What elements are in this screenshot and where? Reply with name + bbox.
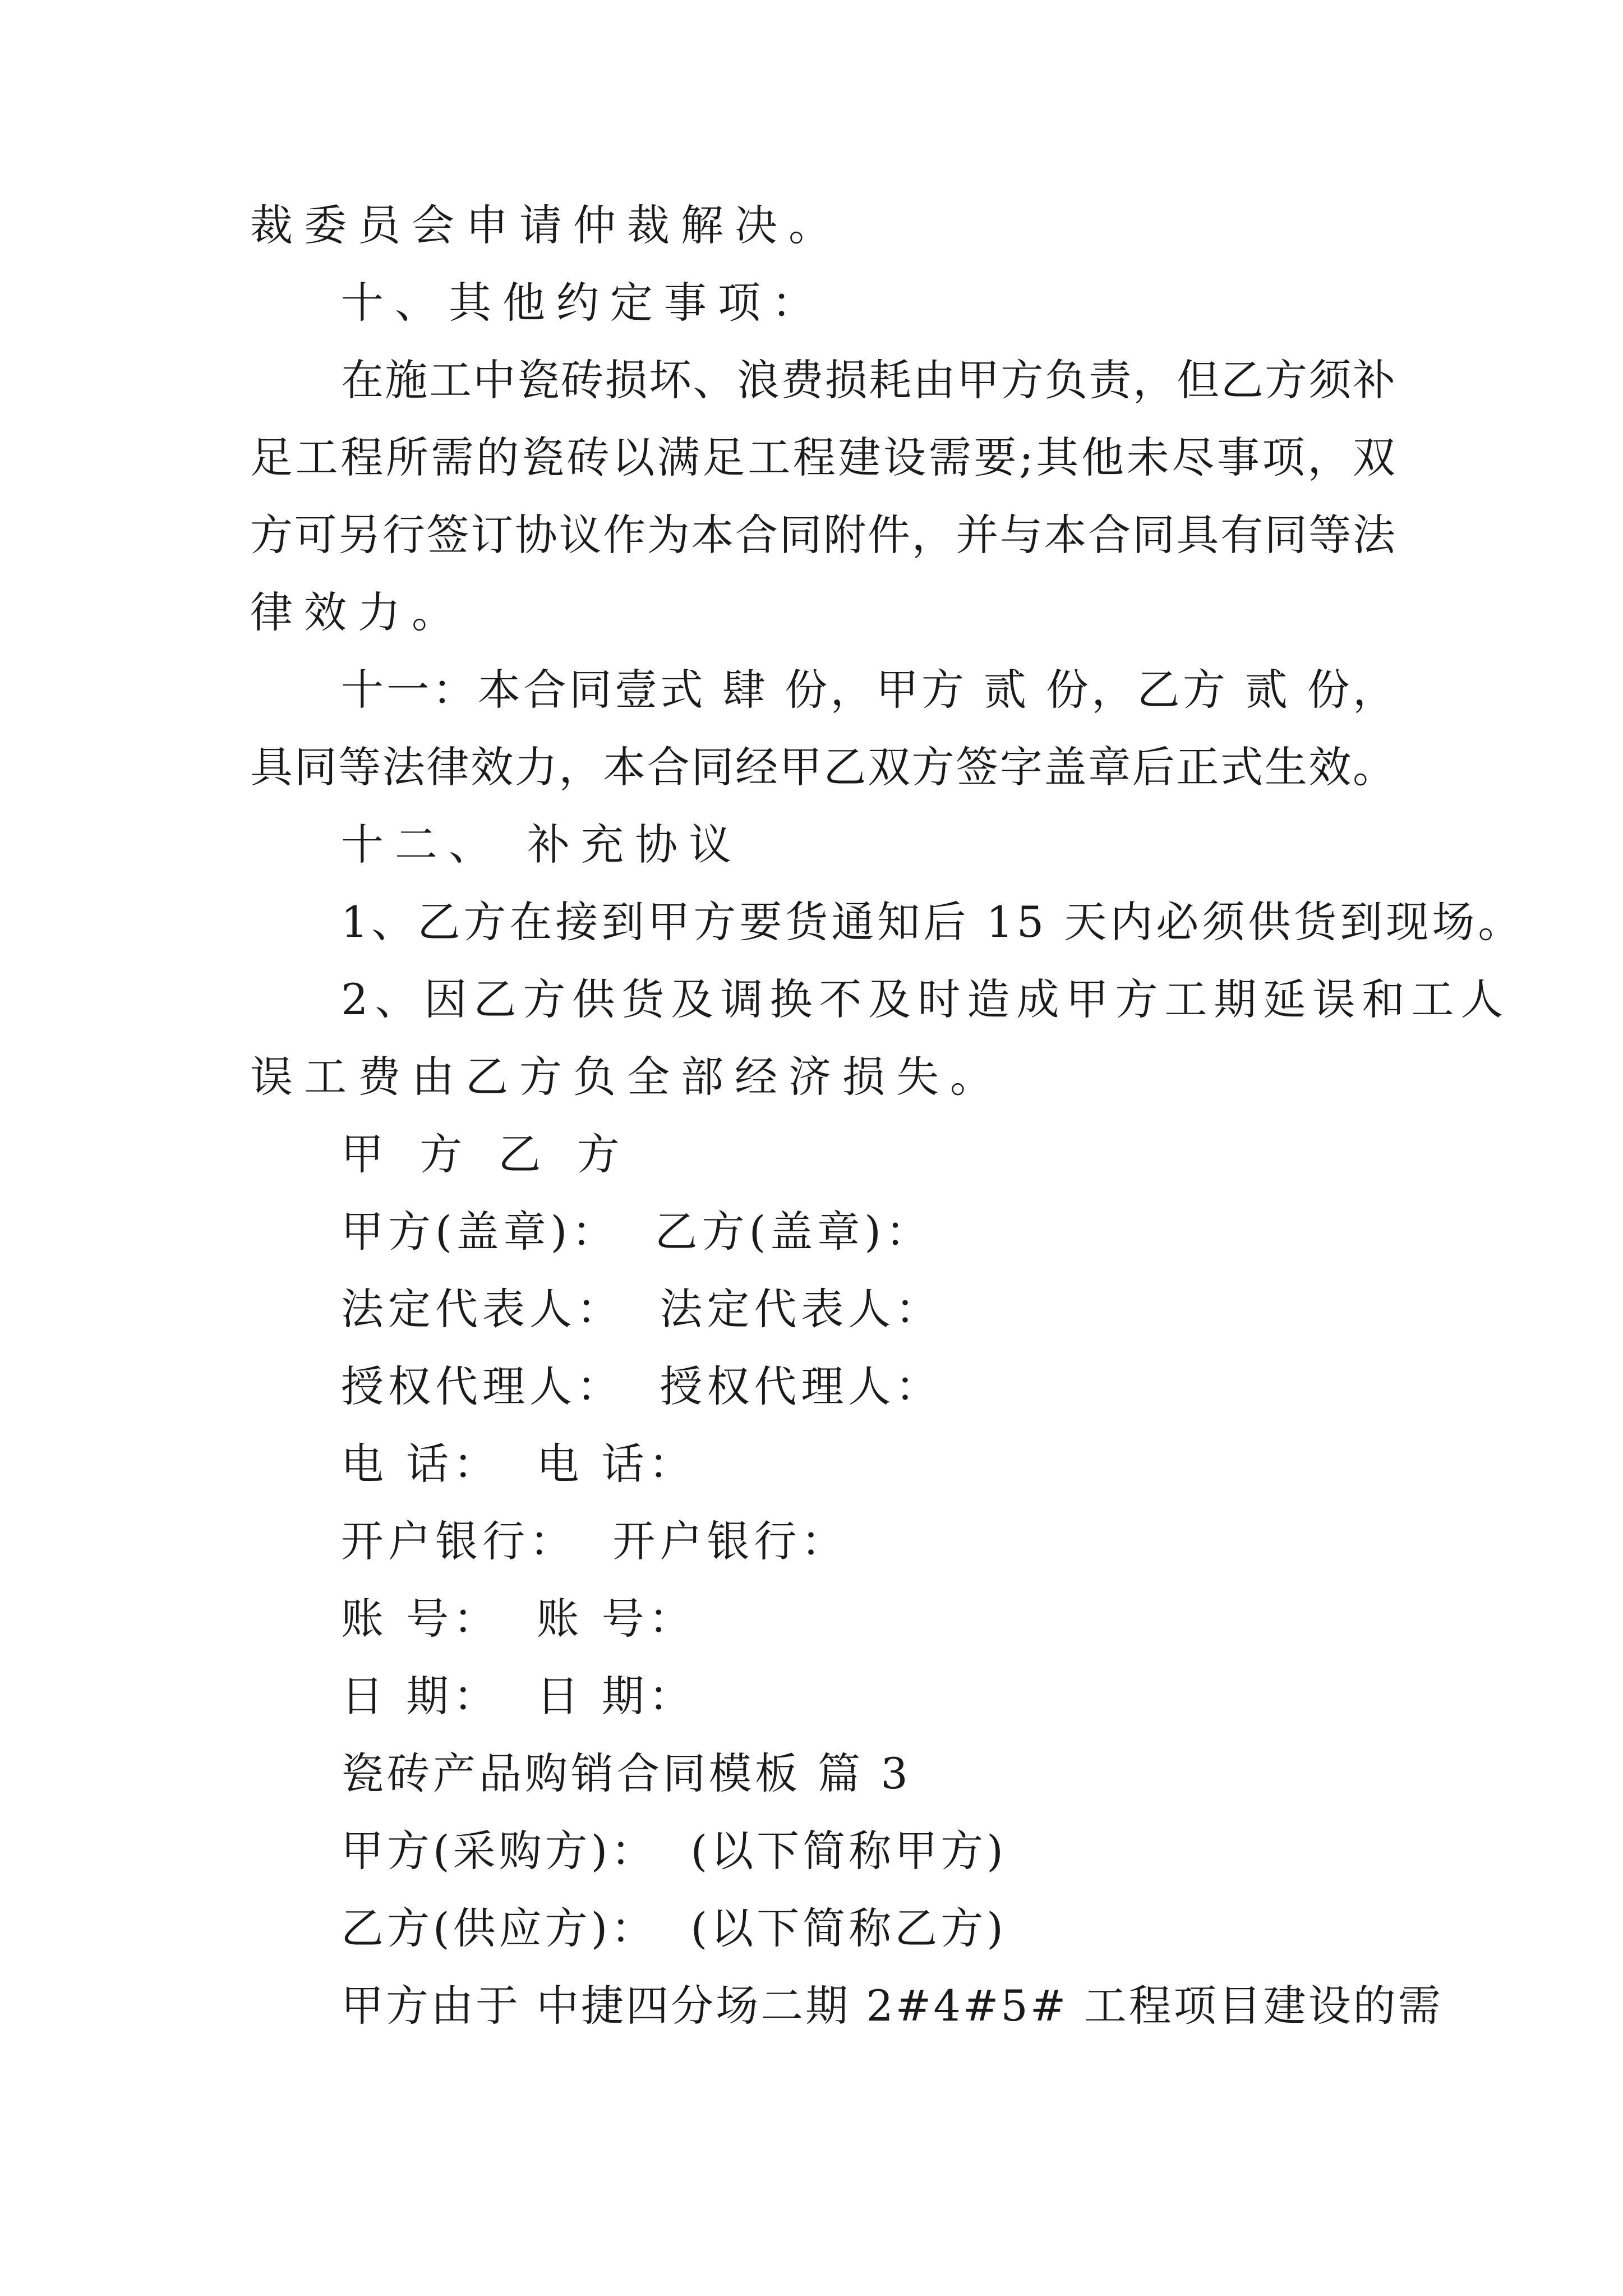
supplement-item-1: 1、乙方在接到甲方要货通知后 15 天内必须供货到现场。 <box>341 897 1524 947</box>
signature-bank-row: 开户银行： 开户银行： <box>341 1516 849 1566</box>
section-title-template-3: 瓷砖产品购销合同模板 篇 3 <box>341 1749 911 1798</box>
text-line-6: 律效力。 <box>250 587 465 637</box>
supplement-item-2: 2、因乙方供货及调换不及时造成甲方工期延误和工人 <box>341 974 1510 1024</box>
signature-seal-row: 甲方(盖章)： 乙方(盖章)： <box>341 1207 933 1257</box>
section-heading-11: 十一：本合同壹式 肆 份，甲方 贰 份，乙方 贰 份， <box>341 665 1395 715</box>
party-b-definition: 乙方(供应方)： (以下简称乙方) <box>341 1903 1007 1953</box>
text-line-4: 足工程所需的瓷砖以满足工程建设需要;其他未尽事项，双 <box>250 432 1395 482</box>
text-line-24: 甲方由于 中捷四分场二期 2#4#5# 工程项目建设的需 <box>341 1981 1443 2031</box>
text-line-8: 具同等法律效力，本合同经甲乙双方签字盖章后正式生效。 <box>250 742 1395 792</box>
text-line-12: 误工费由乙方负全部经济损失。 <box>250 1052 1004 1102</box>
signature-representative-row: 法定代表人： 法定代表人： <box>341 1284 943 1334</box>
signature-phone-row: 电 话： 电 话： <box>341 1439 696 1489</box>
text-line-5: 方可另行签订协议作为本合同附件，并与本合同具有同等法 <box>250 510 1395 560</box>
signature-date-row: 日 期： 日 期： <box>341 1671 696 1721</box>
party-a-definition: 甲方(采购方)： (以下简称甲方) <box>341 1826 1007 1876</box>
section-heading-10: 十、其他约定事项： <box>341 278 826 328</box>
text-line-3: 在施工中瓷砖损坏、浪费损耗由甲方负责，但乙方须补 <box>341 355 1395 405</box>
signature-agent-row: 授权代理人： 授权代理人： <box>341 1361 943 1411</box>
section-heading-12: 十二、 补充协议 <box>341 820 743 869</box>
text-line-1: 裁委员会申请仲裁解决。 <box>250 200 842 250</box>
signature-account-row: 账 号： 账 号： <box>341 1594 696 1644</box>
party-header: 甲 方 乙 方 <box>341 1129 631 1179</box>
